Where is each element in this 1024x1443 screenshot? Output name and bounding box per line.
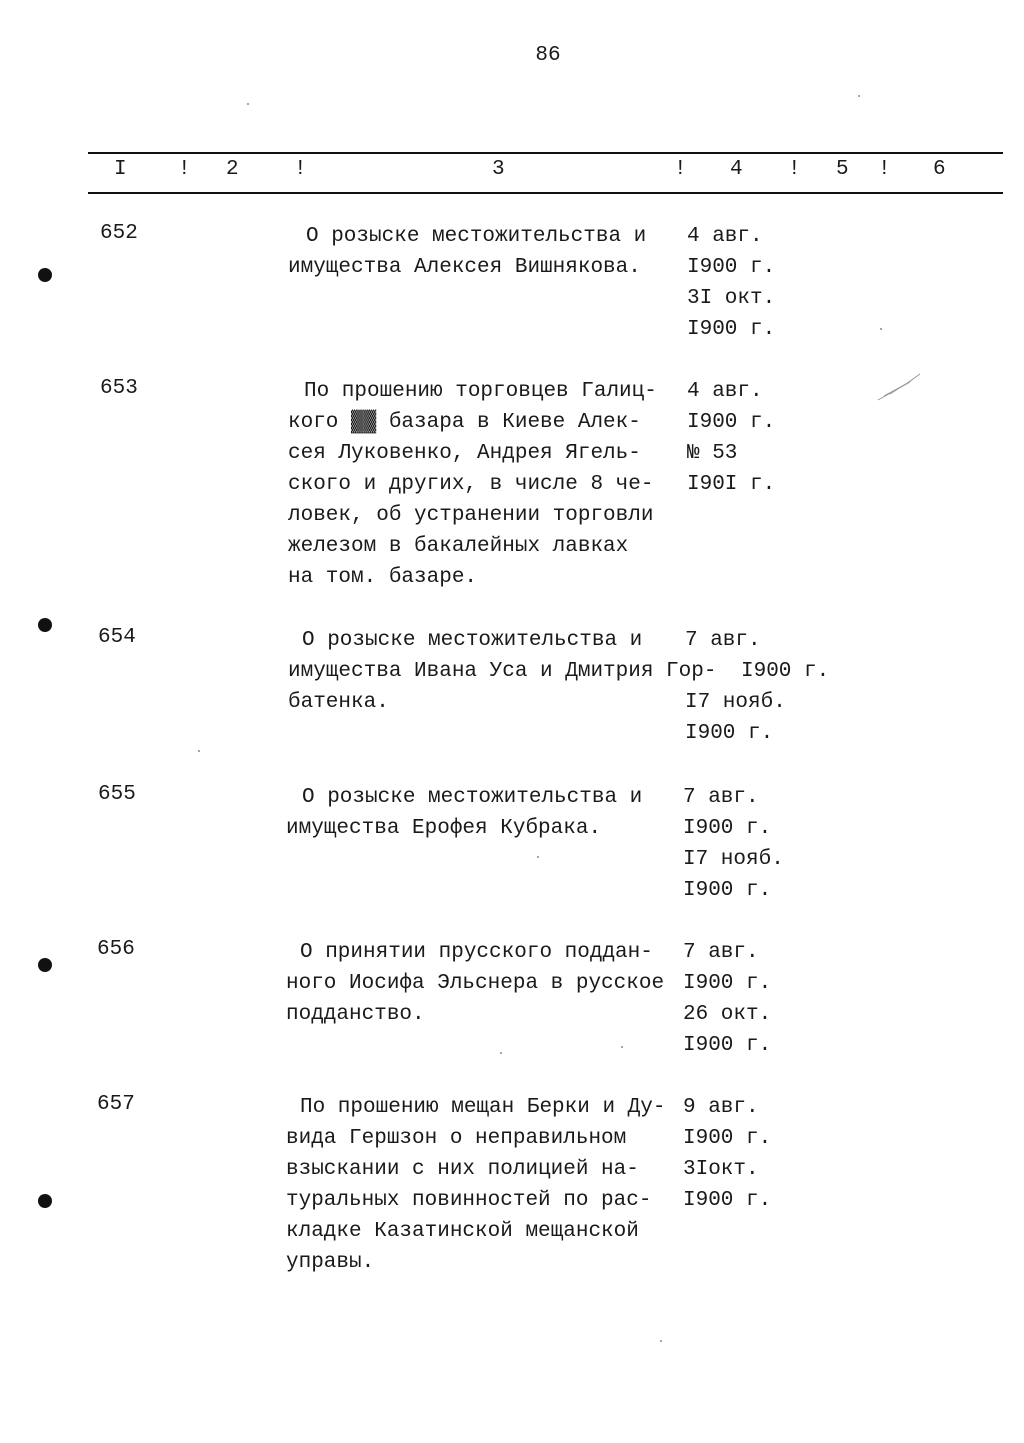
description-line: управы. — [286, 1251, 375, 1274]
description-line: ского и других, в числе 8 че- — [288, 473, 654, 496]
col-header-5: 5 — [836, 158, 849, 181]
description-line: на том. базаре. — [288, 566, 478, 589]
col-separator: ! — [178, 158, 191, 181]
date-line: I900 г. — [687, 256, 776, 279]
col-header-1: I — [114, 158, 127, 181]
entry-number: 657 — [97, 1093, 135, 1116]
description-line: О розыске местожительства и — [302, 786, 643, 809]
entry-dates — [685, 625, 830, 749]
description-line: По прошению торговцев Галиц- — [304, 380, 657, 403]
description-line: имущества Ерофея Кубрака. — [286, 817, 602, 840]
scan-speck — [198, 750, 200, 752]
punch-hole — [38, 1194, 52, 1208]
description-line: О розыске местожительства и — [302, 629, 643, 652]
date-line: 7 авг. — [683, 941, 759, 964]
description-line: вида Гершзон о неправильном — [286, 1127, 627, 1150]
scan-speck — [621, 1046, 623, 1048]
entry-description — [286, 782, 676, 844]
description-line: сея Луковенко, Андрея Ягель- — [288, 442, 641, 465]
entry-dates — [683, 937, 823, 1061]
entry-number: 653 — [100, 377, 138, 400]
scan-speck — [880, 328, 882, 330]
scan-speck — [660, 1340, 662, 1342]
entry-number: 652 — [100, 222, 138, 245]
date-line: № 53 — [687, 442, 738, 465]
date-line: I7 нояб. — [683, 848, 784, 871]
date-line: 4 авг. — [687, 380, 763, 403]
date-line: 7 авг. — [685, 629, 761, 652]
date-line: I7 нояб. — [685, 691, 786, 714]
entry-description — [288, 376, 678, 593]
date-line: I900 г. — [683, 972, 772, 995]
entry-dates — [687, 221, 827, 345]
entry-number: 656 — [97, 938, 135, 961]
date-line: I900 г. — [683, 1034, 772, 1057]
description-line: По прошению мещан Берки и Ду- — [300, 1096, 666, 1119]
date-line: I900 г. — [683, 1189, 772, 1212]
description-line: ловек, об устранении торговли — [288, 504, 654, 527]
description-line: подданство. — [286, 1003, 425, 1026]
description-line: ного Иосифа Эльснера в русское — [286, 972, 665, 995]
description-line: имущества Ивана Уса и Дмитрия Гор- — [288, 660, 717, 683]
description-line: О принятии прусского поддан- — [300, 941, 653, 964]
entry-dates — [687, 376, 827, 500]
description-line: туральных повинностей по рас- — [286, 1189, 652, 1212]
pencil-mark — [876, 372, 922, 402]
description-line: кладке Казатинской мещанской — [286, 1220, 639, 1243]
punch-hole — [38, 268, 52, 282]
col-header-2: 2 — [226, 158, 239, 181]
date-line: 3I окт. — [687, 287, 776, 310]
date-line: I900 г. — [687, 318, 776, 341]
punch-hole — [38, 958, 52, 972]
scan-speck — [247, 103, 249, 105]
date-line: I900 г. — [683, 1127, 772, 1150]
entry-description — [288, 625, 717, 718]
date-line: I900 г. — [683, 817, 772, 840]
scan-speck — [500, 1052, 502, 1054]
date-line: 7 авг. — [683, 786, 759, 809]
description-line: О розыске местожительства и — [306, 225, 647, 248]
header-bottom-rule — [88, 192, 1003, 194]
entry-dates — [683, 782, 823, 906]
col-header-3: 3 — [492, 158, 505, 181]
date-line: 3Iокт. — [683, 1158, 759, 1181]
date-line: I90I г. — [687, 473, 776, 496]
col-header-4: 4 — [730, 158, 743, 181]
description-line: железом в бакалейных лавках — [288, 535, 629, 558]
date-line: I900 г. — [683, 879, 772, 902]
date-line: 26 окт. — [683, 1003, 772, 1026]
description-line: взыскании с них полицией на- — [286, 1158, 639, 1181]
description-line: батенка. — [288, 691, 389, 714]
date-line: I900 г. — [741, 660, 830, 683]
entry-description — [286, 1092, 676, 1278]
entry-description — [286, 937, 682, 1030]
page-number: 86 — [535, 44, 561, 67]
date-line: 4 авг. — [687, 225, 763, 248]
entry-number: 654 — [98, 626, 136, 649]
scan-speck — [858, 95, 860, 97]
header-top-rule — [88, 152, 1003, 154]
col-separator: ! — [878, 158, 891, 181]
col-separator: ! — [788, 158, 801, 181]
date-line: 9 авг. — [683, 1096, 759, 1119]
description-line: имущества Алексея Вишнякова. — [288, 256, 641, 279]
entry-description — [288, 221, 678, 283]
entry-number: 655 — [98, 783, 136, 806]
punch-hole — [38, 618, 52, 632]
date-line: I900 г. — [687, 411, 776, 434]
col-separator: ! — [674, 158, 687, 181]
scan-speck — [537, 856, 539, 858]
entry-dates — [683, 1092, 823, 1216]
col-header-6: 6 — [933, 158, 946, 181]
description-line: кого ▓▓ базара в Киеве Алек- — [288, 411, 641, 434]
date-line: I900 г. — [685, 722, 774, 745]
col-separator: ! — [294, 158, 307, 181]
